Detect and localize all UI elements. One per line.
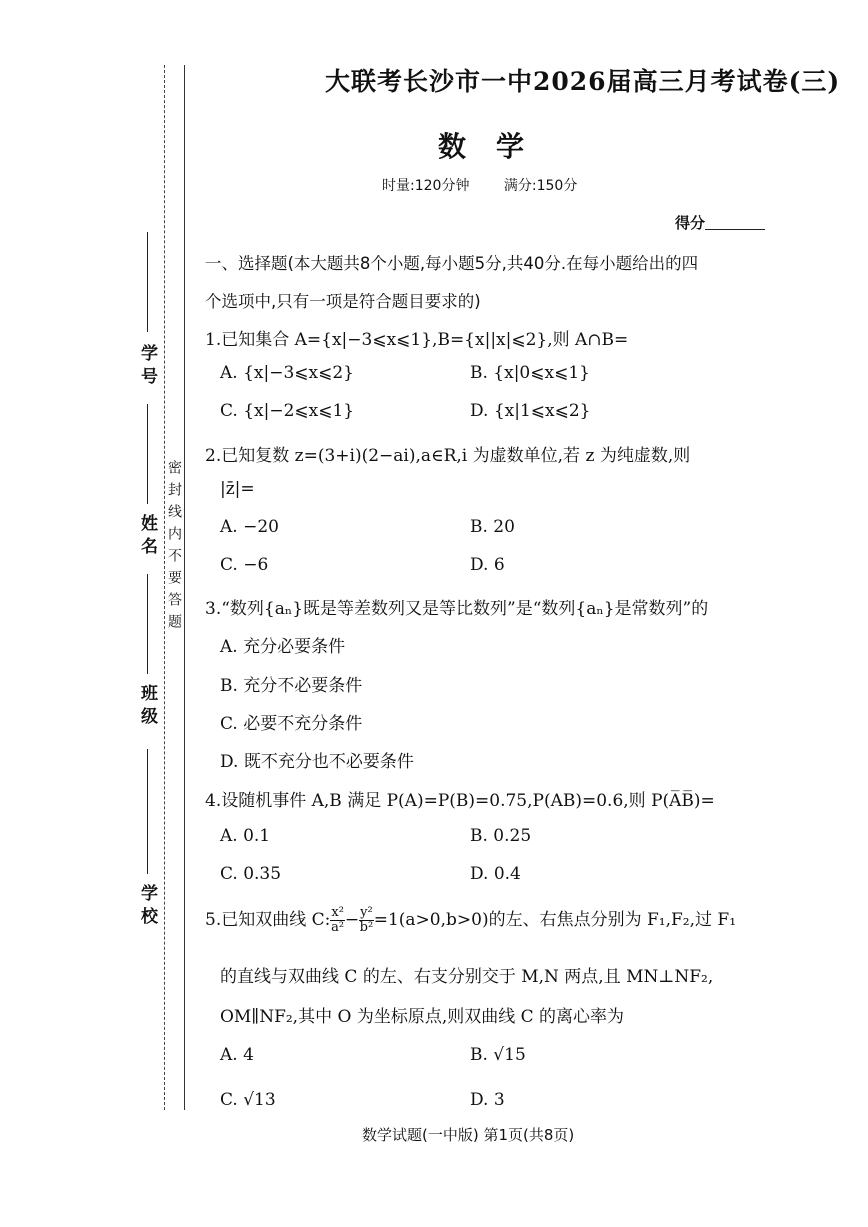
q5-stem-line3: OM∥NF₂,其中 O 为坐标原点,则双曲线 C 的离心率为 bbox=[220, 1007, 625, 1027]
name-blank[interactable] bbox=[147, 404, 148, 504]
full-score: 满分:150分 bbox=[503, 178, 578, 194]
q4-option-c[interactable]: C. 0.35 bbox=[220, 864, 282, 884]
q3-option-a[interactable]: A. 充分必要条件 bbox=[220, 637, 346, 657]
q2-stem-line2: |z̄|= bbox=[220, 479, 255, 499]
score-field bbox=[675, 212, 765, 233]
q5-minus: − bbox=[344, 910, 360, 930]
q5-fraction-x bbox=[330, 906, 345, 935]
class-blank[interactable] bbox=[147, 574, 148, 674]
student-no-label: 学号 bbox=[137, 344, 157, 390]
q3-option-d[interactable]: D. 既不充分也不必要条件 bbox=[220, 752, 414, 772]
student-no-blank[interactable] bbox=[147, 232, 148, 332]
seal-line-text: 密封线内不要答题 bbox=[166, 460, 182, 636]
class-field bbox=[136, 570, 158, 730]
q2-option-d[interactable]: D. 6 bbox=[470, 555, 505, 575]
q1-option-b[interactable]: B. {x|0⩽x⩽1} bbox=[470, 363, 590, 383]
score-blank[interactable] bbox=[705, 229, 765, 230]
section-heading-line2: 个选项中,只有一项是符合题目要求的) bbox=[205, 292, 481, 311]
name-field bbox=[136, 400, 158, 560]
school-blank[interactable] bbox=[147, 749, 148, 874]
q5-frac2-den: b² bbox=[359, 920, 374, 935]
q1-option-a[interactable]: A. {x|−3⩽x⩽2} bbox=[220, 363, 354, 383]
exam-meta bbox=[382, 175, 607, 195]
q5-stem-line1 bbox=[205, 905, 736, 935]
q5-option-a[interactable]: A. 4 bbox=[220, 1045, 254, 1065]
q5-option-c[interactable]: C. √13 bbox=[220, 1090, 276, 1110]
q2-option-a[interactable]: A. −20 bbox=[220, 517, 279, 537]
q5-option-b[interactable]: B. √15 bbox=[470, 1045, 526, 1065]
school-field bbox=[136, 745, 158, 930]
q1-option-c[interactable]: C. {x|−2⩽x⩽1} bbox=[220, 401, 355, 421]
q5-frac1-num: x² bbox=[331, 905, 344, 920]
name-label: 姓名 bbox=[137, 514, 157, 560]
q5-frac1-den: a² bbox=[331, 920, 345, 935]
page-footer: 数学试题(一中版) 第1页(共8页) bbox=[362, 1126, 575, 1144]
q4-option-d[interactable]: D. 0.4 bbox=[470, 864, 521, 884]
school-label: 学校 bbox=[137, 884, 157, 930]
q2-stem-line1: 2.已知复数 z=(3+i)(2−ai),a∈R,i 为虚数单位,若 z 为纯虚数,则 bbox=[205, 446, 691, 466]
q2-option-b[interactable]: B. 20 bbox=[470, 517, 515, 537]
binding-solid-line bbox=[184, 65, 185, 1110]
q5-stem-line2: 的直线与双曲线 C 的左、右支分别交于 M,N 两点,且 MN⊥NF₂, bbox=[220, 967, 714, 987]
q1-stem: 1.已知集合 A={x|−3⩽x⩽1},B={x||x|⩽2},则 A∩B= bbox=[205, 330, 629, 350]
class-label: 班级 bbox=[137, 684, 157, 730]
q4-option-a[interactable]: A. 0.1 bbox=[220, 826, 271, 846]
q3-option-c[interactable]: C. 必要不充分条件 bbox=[220, 714, 363, 734]
score-label: 得分 bbox=[675, 214, 706, 232]
q1-option-d[interactable]: D. {x|1⩽x⩽2} bbox=[470, 401, 591, 421]
q5-fraction-y bbox=[359, 906, 374, 935]
exam-title: 大联考长沙市一中2026届高三月考试卷(三) bbox=[325, 67, 841, 96]
q5-frac2-num: y² bbox=[360, 905, 373, 920]
student-no-field bbox=[136, 228, 158, 390]
q5-stem-prefix: 5.已知双曲线 C: bbox=[205, 910, 331, 930]
q3-option-b[interactable]: B. 充分不必要条件 bbox=[220, 676, 363, 696]
q4-option-b[interactable]: B. 0.25 bbox=[470, 826, 532, 846]
subject-title: 数学 bbox=[438, 130, 555, 163]
time-limit: 时量:120分钟 bbox=[382, 178, 470, 194]
q3-stem: 3.“数列{aₙ}既是等差数列又是等比数列”是“数列{aₙ}是常数列”的 bbox=[205, 599, 709, 619]
q4-stem: 4.设随机事件 A,B 满足 P(A)=P(B)=0.75,P(AB)=0.6,则 P(A̅B̅)= bbox=[205, 791, 715, 811]
section-heading-line1: 一、选择题(本大题共8个小题,每小题5分,共40分.在每小题给出的四 bbox=[205, 254, 699, 273]
q2-option-c[interactable]: C. −6 bbox=[220, 555, 269, 575]
q5-stem-suffix: =1(a>0,b>0)的左、右焦点分别为 F₁,F₂,过 F₁ bbox=[373, 910, 737, 930]
q5-option-d[interactable]: D. 3 bbox=[470, 1090, 505, 1110]
